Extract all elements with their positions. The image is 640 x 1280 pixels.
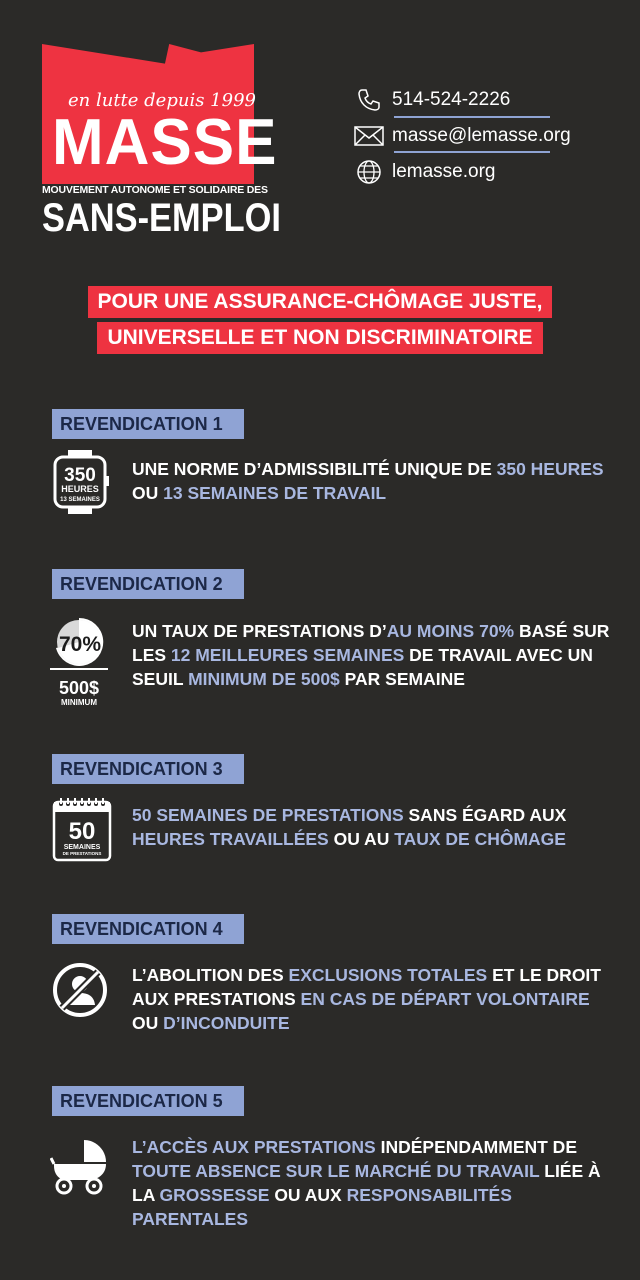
logo-name-2: SANS-EMPLOI: [42, 196, 281, 240]
no-person-icon: [52, 962, 108, 1023]
headline-line-1: POUR UNE ASSURANCE-CHÔMAGE JUSTE,: [88, 286, 553, 318]
percent-icon-value: 70%: [58, 633, 102, 656]
highlight-text: EN CAS DE DÉPART VOLONTAIRE: [300, 989, 590, 1009]
calendar-icon-number: 50: [68, 818, 96, 845]
highlight-text: TOUTE ABSENCE SUR LE MARCHÉ DU TRAVAIL: [132, 1161, 540, 1181]
percent-icon: [48, 614, 110, 715]
claim-text-segment: BASÉ SUR LES: [132, 621, 610, 665]
logo-slogan: en lutte depuis 1999: [68, 90, 256, 111]
highlight-text: EXCLUSIONS TOTALES: [288, 965, 488, 985]
envelope-icon: [354, 123, 384, 149]
calendar-icon: [52, 796, 114, 867]
highlight-text: 12 MEILLEURES SEMAINES: [170, 645, 405, 665]
logo-name: MASSE: [52, 106, 278, 179]
claim-text-segment: LIÉE À LA: [132, 1161, 601, 1205]
claim-text-segment: L’ABOLITION DES: [132, 965, 289, 985]
contact-web-text: lemasse.org: [392, 161, 496, 182]
claim-text-segment: UN TAUX DE PRESTATIONS D’: [132, 621, 387, 641]
stroller-icon: [50, 1136, 112, 1201]
contact-email[interactable]: [354, 118, 571, 154]
percent-icon-minimum: MINIMUM: [61, 698, 97, 707]
claim-1-text: [132, 457, 612, 505]
highlight-text: TAUX DE CHÔMAGE: [394, 829, 566, 849]
watch-icon-number: 350: [64, 465, 96, 486]
watch-icon-weeks: 13 SEMAINES: [60, 497, 100, 503]
contact-phone[interactable]: [354, 82, 554, 118]
highlight-text: HEURES TRAVAILLÉES: [132, 829, 329, 849]
claim-4-label: REVENDICATION 4: [52, 914, 244, 944]
calendar-icon-caption: DE PRESTATIONS: [62, 851, 102, 856]
claim-text-segment: PAR SEMAINE: [339, 669, 465, 689]
claim-3-text: [132, 803, 612, 851]
claim-2-text: [132, 619, 612, 691]
highlight-text: GROSSESSE: [159, 1185, 270, 1205]
claim-text-segment: SANS ÉGARD AUX: [403, 805, 567, 825]
claim-5-text: [132, 1135, 612, 1231]
watch-icon: [52, 450, 112, 519]
headline-line-2: UNIVERSELLE ET NON DISCRIMINATOIRE: [97, 322, 542, 354]
highlight-text: 13 SEMAINES DE TRAVAIL: [163, 483, 387, 503]
calendar-icon-unit: SEMAINES: [63, 844, 101, 851]
contact-email-text: masse@lemasse.org: [392, 125, 571, 146]
logo-subtitle: MOUVEMENT AUTONOME ET SOLIDAIRE DES: [42, 184, 268, 196]
contact-phone-text: 514-524-2226: [392, 89, 511, 110]
claim-text-segment: OU AU: [328, 829, 395, 849]
contact-divider: [394, 116, 550, 118]
highlight-text: RESPONSABILITÉS PARENTALES: [132, 1185, 512, 1229]
highlight-text: 350 HEURES: [496, 459, 604, 479]
contact-web[interactable]: [354, 154, 554, 190]
claim-text-segment: DE TRAVAIL AVEC UN SEUIL: [132, 645, 593, 689]
globe-icon: [354, 159, 384, 185]
percent-icon-amount: 500$: [58, 678, 100, 698]
claim-text-segment: INDÉPENDAMMENT DE: [375, 1137, 577, 1157]
claim-3-label: REVENDICATION 3: [52, 754, 244, 784]
claim-text-segment: OU: [132, 1013, 164, 1033]
contact-divider: [394, 151, 550, 153]
claim-2-label: REVENDICATION 2: [52, 569, 244, 599]
claim-text-segment: OU: [132, 483, 164, 503]
contact-block: [354, 82, 571, 190]
claim-text-segment: UNE NORME D’ADMISSIBILITÉ UNIQUE DE: [132, 459, 497, 479]
claim-text-segment: OU AUX: [269, 1185, 347, 1205]
claim-1-label: REVENDICATION 1: [52, 409, 244, 439]
claim-4-text: [132, 963, 612, 1035]
highlight-text: MINIMUM DE 500$: [188, 669, 340, 689]
claim-5-label: REVENDICATION 5: [52, 1086, 244, 1116]
headline: [0, 284, 640, 356]
phone-icon: [354, 87, 384, 113]
claim-text-segment: ET LE DROIT AUX PRESTATIONS: [132, 965, 601, 1009]
watch-icon-unit: HEURES: [61, 484, 99, 494]
masse-logo: [42, 44, 281, 244]
highlight-text: L’ACCÈS AUX PRESTATIONS: [132, 1137, 376, 1157]
highlight-text: AU MOINS 70%: [386, 621, 515, 641]
highlight-text: D’INCONDUITE: [163, 1013, 290, 1033]
highlight-text: 50 SEMAINES DE PRESTATIONS: [132, 805, 404, 825]
